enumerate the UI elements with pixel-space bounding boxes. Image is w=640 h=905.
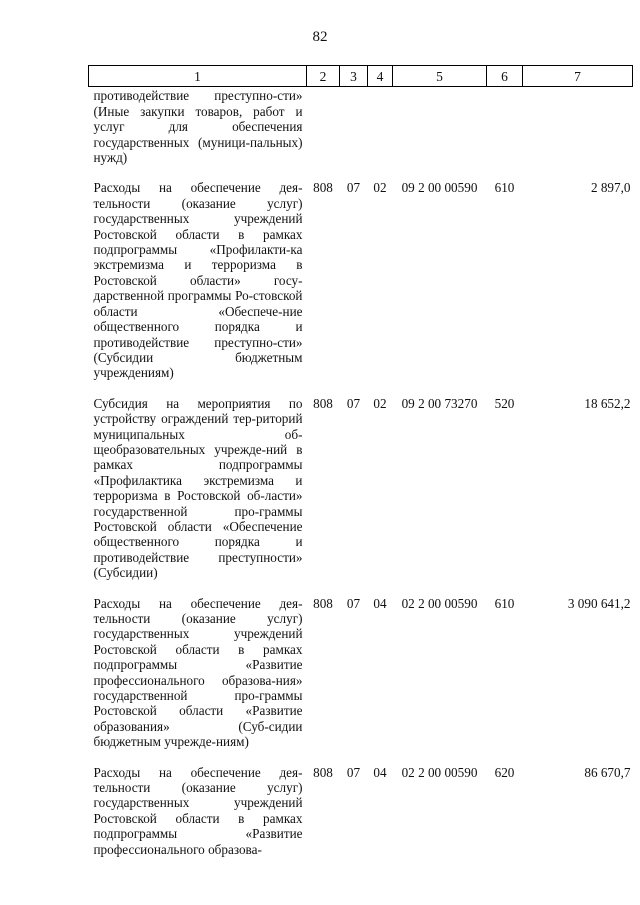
row-amount: 2 897,0 (590, 180, 631, 196)
row-subsection-code: 04 (373, 764, 387, 780)
page-number: 82 (312, 29, 328, 45)
row-section-code: 07 (346, 595, 361, 611)
column-header-5: 5 (393, 66, 487, 87)
column-header-7: 7 (523, 66, 633, 87)
row-section-code: 07 (346, 395, 361, 411)
row-expense-type: 610 (494, 180, 515, 196)
row-target-code: 02 2 00 00590 (401, 595, 478, 611)
row-subsection-code (368, 87, 393, 178)
row-expense-type: 520 (494, 395, 515, 411)
row-subsection-code: 02 (373, 180, 387, 196)
row-amount: 3 090 641,2 (567, 595, 631, 611)
row-subsection-code: 04 (373, 595, 387, 611)
row-section-code: 07 (346, 764, 361, 780)
row-target-code (393, 87, 487, 178)
row-expense-type (487, 87, 523, 178)
column-header-6: 6 (487, 66, 523, 87)
column-header-1: 1 (89, 66, 307, 87)
row-ministry-code: 808 (313, 180, 333, 196)
table-header (89, 66, 633, 87)
column-header-3: 3 (340, 66, 368, 87)
row-ministry-code (307, 87, 340, 178)
row-ministry-code: 808 (313, 395, 333, 411)
row-description: Расходы на обеспечение дея-тельности (оказание услуг) государственных учреждений Ростовской области в рамках подпрограммы «Профилакти-ка экстремизма и терроризма в Ростовской области» госу-дарственной программы Ро-стовской области «Обеспече-ние общественного порядка и противодействие преступно-сти» (Субсидии бюджетным учреждениям) (93, 180, 303, 381)
row-amount (523, 87, 633, 178)
row-description: противодействие преступно-сти» (Иные закупки товаров, работ и услуг для обеспечения государственных (муници-пальных) нужд) (93, 88, 303, 166)
row-description: Расходы на обеспечение дея-тельности (оказание услуг) государственных учреждений Ростовской области в рамках подпрограммы «Развитие профессионального образова-ния» государственной про-граммы Ростовской области «Развитие образования» (Суб-сидии бюджетным учрежде-ниям) (93, 595, 303, 750)
row-ministry-code: 808 (313, 764, 333, 780)
row-section-code: 07 (346, 180, 361, 196)
table-row (89, 762, 633, 857)
row-expense-type: 610 (494, 595, 515, 611)
row-subsection-code: 02 (373, 395, 387, 411)
table-row (89, 87, 633, 178)
row-section-code (340, 87, 368, 178)
row-target-code: 02 2 00 00590 (401, 764, 478, 780)
row-target-code: 09 2 00 73270 (401, 395, 478, 411)
row-ministry-code: 808 (313, 595, 333, 611)
row-target-code: 09 2 00 00590 (401, 180, 478, 196)
row-description: Субсидия на мероприятия по устройству ограждений тер-риторий муниципальных об-щеобразовательных учрежде-ний в рамках подпрограммы «Профилактика экстремизма и терроризма в Ростовской об-ласти» государственной про-граммы Ростовской области «Обеспечение общественного порядка и противодействие преступности» (Субсидии) (93, 395, 303, 581)
table-row (89, 177, 633, 392)
row-amount: 18 652,2 (584, 395, 631, 411)
column-header-4: 4 (368, 66, 393, 87)
row-description: Расходы на обеспечение дея-тельности (оказание услуг) государственных учреждений Ростовской области в рамках подпрограммы «Развитие профессионального образова- (93, 764, 303, 857)
row-amount: 86 670,7 (584, 764, 631, 780)
table-row (89, 593, 633, 762)
column-header-2: 2 (307, 66, 340, 87)
table-row (89, 393, 633, 593)
row-expense-type: 620 (494, 764, 515, 780)
budget-table (88, 65, 633, 857)
